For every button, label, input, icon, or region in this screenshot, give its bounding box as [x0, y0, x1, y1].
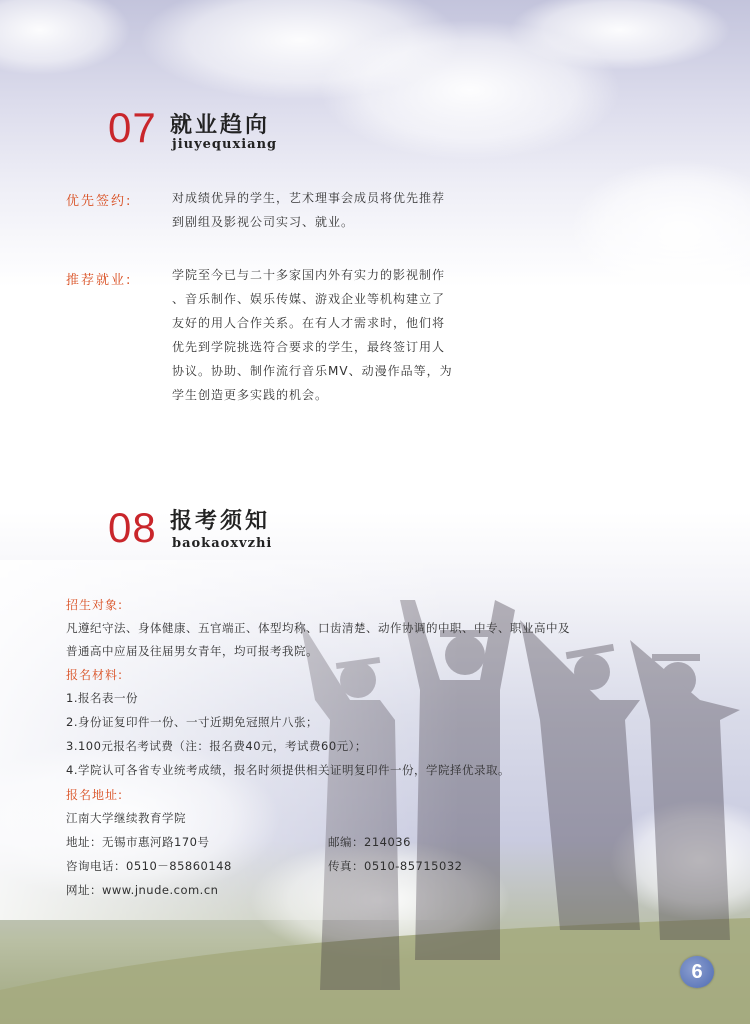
materials-item: 3.100元报名考试费（注：报名费40元，考试费60元）； [66, 739, 367, 753]
materials-item: 1.报名表一份 [66, 691, 138, 705]
text-line: 协议。协助、制作流行音乐MV、动漫作品等，为 [172, 364, 453, 378]
postcode-line: 邮编：214036 [328, 835, 411, 849]
page-number-badge: 6 [680, 956, 714, 988]
priority-signing-text [172, 186, 445, 234]
text-line: 友好的用人合作关系。在有人才需求时，他们将 [172, 316, 446, 330]
text-line: 、音乐制作、娱乐传媒、游戏企业等机构建立了 [172, 292, 446, 306]
website-line: 网址：www.jnude.com.cn [66, 883, 219, 897]
enrollment-target-line: 普通高中应届及往届男女青年，均可报考我院。 [66, 644, 318, 658]
phone-line: 咨询电话：0510－85860148 [66, 859, 232, 873]
recommend-employment-label: 推荐就业: [66, 273, 133, 288]
text-line: 对成绩优异的学生，艺术理事会成员将优先推荐 [172, 191, 446, 205]
school-name: 江南大学继续教育学院 [66, 811, 186, 825]
recommend-employment-text [172, 263, 453, 407]
section-07-pinyin: jiuyequxiang [172, 137, 278, 152]
text-line: 到剧组及影视公司实习、就业。 [172, 215, 355, 229]
materials-label: 报名材料: [66, 668, 124, 682]
enrollment-target-line: 凡遵纪守法、身体健康、五官端正、体型均称、口齿清楚、动作协调的中职、中专、职业高中及 [66, 621, 570, 635]
address-label: 报名地址: [66, 788, 124, 802]
text-line: 学院至今已与二十多家国内外有实力的影视制作 [172, 268, 446, 282]
text-line: 学生创造更多实践的机会。 [172, 388, 329, 402]
section-08-pinyin: baokaoxvzhi [172, 536, 273, 551]
section-07-number: 07 [108, 104, 157, 151]
text-line: 优先到学院挑选符合要求的学生，最终签订用人 [172, 340, 446, 354]
section-08-title: 报考须知 [170, 509, 271, 534]
address-line: 地址：无锡市惠河路170号 [66, 835, 210, 849]
fax-line: 传真：0510-85715032 [328, 859, 463, 873]
materials-item: 2.身份证复印件一份、一寸近期免冠照片八张； [66, 715, 318, 729]
priority-signing-label: 优先签约: [66, 194, 133, 209]
materials-item: 4.学院认可各省专业统考成绩，报名时须提供相关证明复印件一份，学院择优录取。 [66, 763, 510, 777]
section-07-title: 就业趋向 [170, 113, 271, 138]
enrollment-target-label: 招生对象: [66, 598, 124, 612]
section-08-number: 08 [108, 504, 157, 551]
